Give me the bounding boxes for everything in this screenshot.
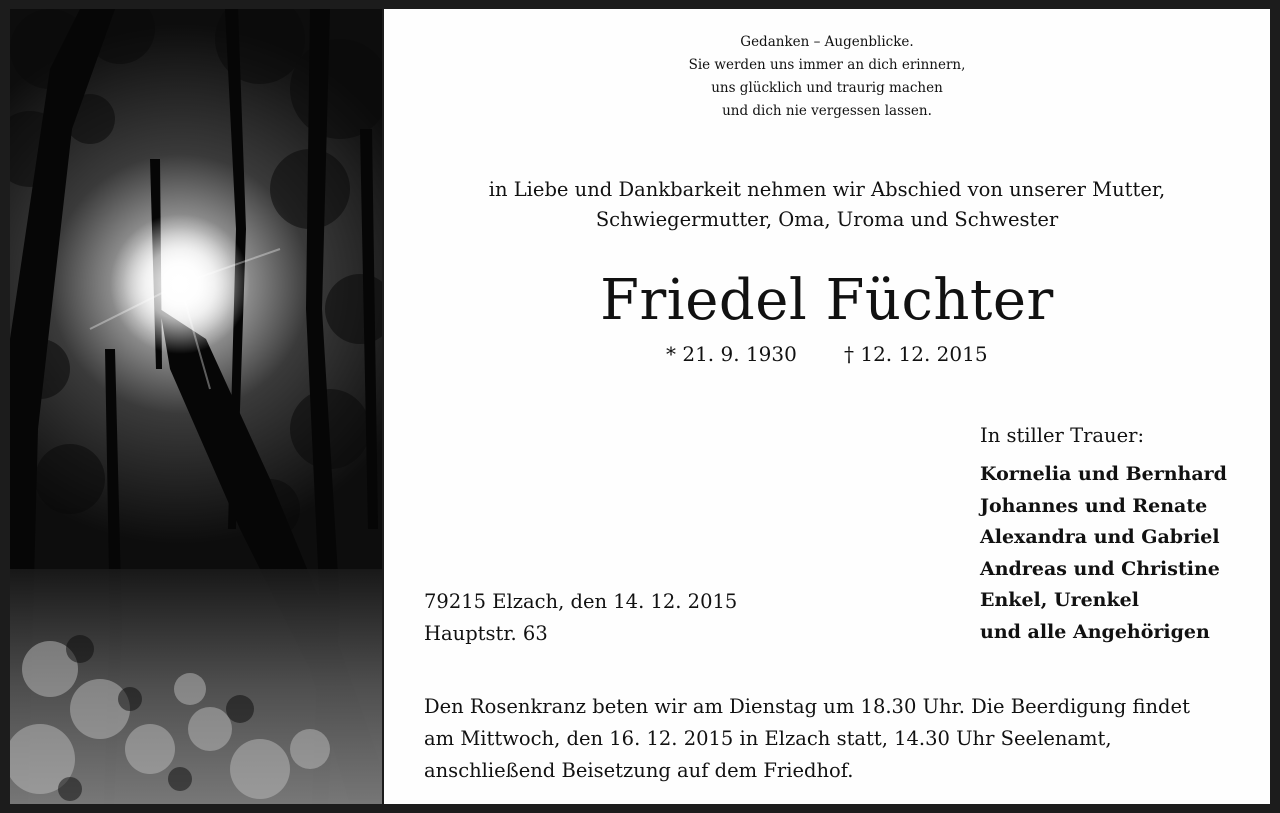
address-line: 79215 Elzach, den 14. 12. 2015 bbox=[424, 590, 738, 613]
birth-date: * 21. 9. 1930 bbox=[666, 342, 797, 366]
poem-line: Sie werden uns immer an dich erinnern, bbox=[688, 57, 966, 73]
mourner-name: und alle Angehörigen bbox=[980, 620, 1210, 643]
deceased-name: Friedel Füchter bbox=[600, 268, 1054, 333]
mourner-name: Alexandra und Gabriel bbox=[980, 526, 1220, 548]
funeral-line: Den Rosenkranz beten wir am Dienstag um 18.30 Uhr. Die Beerdigung findet bbox=[424, 695, 1190, 718]
poem-line: und dich nie vergessen lassen. bbox=[722, 103, 932, 119]
farewell-intro bbox=[384, 175, 1270, 235]
funeral-details bbox=[424, 691, 1190, 787]
forest-illustration bbox=[10, 9, 382, 804]
address-line: Hauptstr. 63 bbox=[424, 622, 548, 645]
mourner-name: Kornelia und Bernhard bbox=[980, 463, 1227, 485]
mourners-block bbox=[980, 421, 1227, 648]
mourners-heading: In stiller Trauer: bbox=[980, 424, 1145, 447]
address-block bbox=[424, 586, 737, 650]
poem-line: Gedanken – Augenblicke. bbox=[740, 34, 914, 50]
obituary-text-panel bbox=[384, 9, 1270, 804]
mourner-name: Johannes und Renate bbox=[980, 494, 1208, 517]
poem-line: uns glücklich und traurig machen bbox=[711, 80, 943, 96]
intro-line: in Liebe und Dankbarkeit nehmen wir Abschied von unserer Mutter, bbox=[488, 178, 1166, 201]
forest-sunlight-photo bbox=[10, 9, 382, 804]
death-date: † 12. 12. 2015 bbox=[844, 342, 988, 366]
mourner-name: Andreas und Christine bbox=[980, 557, 1220, 580]
memorial-poem bbox=[384, 31, 1270, 123]
funeral-line: am Mittwoch, den 16. 12. 2015 in Elzach statt, 14.30 Uhr Seelenamt, bbox=[424, 727, 1112, 750]
intro-line: Schwiegermutter, Oma, Uroma und Schwester bbox=[595, 208, 1059, 231]
mourner-name: Enkel, Urenkel bbox=[980, 589, 1139, 611]
funeral-line: anschließend Beisetzung auf dem Friedhof. bbox=[424, 759, 854, 782]
